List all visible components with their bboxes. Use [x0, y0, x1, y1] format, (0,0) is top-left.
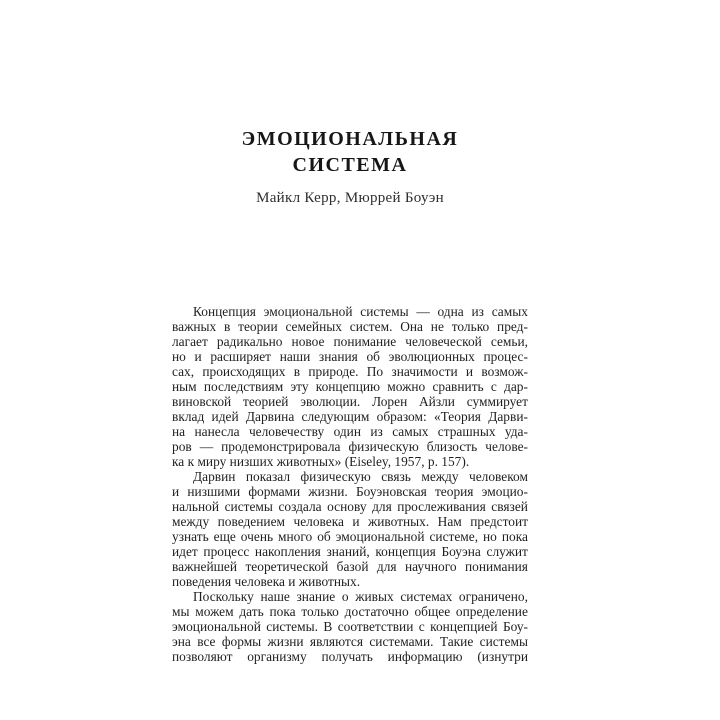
word: человеком — [468, 469, 528, 484]
text-line — [172, 559, 528, 574]
word: можно — [387, 379, 426, 394]
word: дар- — [504, 379, 528, 394]
word: Боуэна — [441, 544, 481, 559]
word: системы. — [266, 619, 318, 634]
word: Она — [400, 319, 423, 334]
word: для — [372, 499, 392, 514]
word: и — [352, 514, 360, 529]
word: об — [366, 349, 380, 364]
word: эволюции. — [300, 394, 361, 409]
word: очень — [240, 529, 274, 544]
word: Дарвин — [193, 469, 236, 484]
word: эмоциональной — [172, 619, 261, 634]
word: виновской — [172, 394, 232, 409]
text-line: ка к миру низших животных» (Eiseley, 1957, p. 157). — [172, 454, 470, 469]
word: семьи, — [490, 334, 528, 349]
word: определение — [455, 604, 528, 619]
word: из — [471, 304, 484, 319]
word: наше — [260, 589, 290, 604]
word: концепцией — [430, 619, 498, 634]
text-line: поведения человека и животных. — [172, 574, 361, 589]
chapter-title — [172, 126, 528, 178]
word: человека — [293, 514, 344, 529]
word: семейных — [285, 319, 342, 334]
word: понимание — [333, 334, 397, 349]
word: продемонстрировала — [221, 439, 341, 454]
word: живых — [355, 589, 394, 604]
word: наши — [279, 349, 311, 364]
text-line — [172, 499, 528, 514]
word: Дарви- — [488, 409, 528, 424]
word: пока — [269, 604, 296, 619]
text-line — [172, 319, 528, 334]
text-line — [172, 304, 528, 319]
word: только — [301, 604, 339, 619]
paragraph — [172, 469, 528, 589]
word: узнать — [172, 529, 209, 544]
word: низшими — [187, 484, 241, 499]
text-line — [172, 589, 528, 604]
word: между — [172, 514, 210, 529]
word: животных. — [368, 514, 430, 529]
word: систем. — [349, 319, 393, 334]
text-line — [172, 394, 528, 409]
word: эту — [290, 379, 309, 394]
word: достаточно — [344, 604, 409, 619]
word: ограничено, — [458, 589, 528, 604]
word: формы — [221, 634, 262, 649]
word: предстоит — [470, 514, 528, 529]
word: ным — [172, 379, 197, 394]
word: человечеству — [248, 424, 325, 439]
word: только — [451, 319, 490, 334]
word: жизни — [267, 634, 304, 649]
word: — — [416, 304, 430, 319]
word: накопления — [254, 544, 321, 559]
text-line — [172, 514, 528, 529]
text-line — [172, 349, 528, 364]
word: в — [293, 364, 301, 379]
word: системы — [360, 304, 409, 319]
word: системы — [224, 499, 273, 514]
word: сравнить — [432, 379, 484, 394]
word: эволюционных — [388, 349, 475, 364]
word: следующим — [301, 409, 370, 424]
word: эмоциональной — [263, 304, 353, 319]
word: основу — [327, 499, 367, 514]
word: Концепция — [193, 304, 256, 319]
word: самых — [392, 424, 429, 439]
word: радикально — [216, 334, 283, 349]
word: уда- — [504, 424, 528, 439]
word: системах — [400, 589, 453, 604]
authors-line: Майкл Керр, Мюррей Боуэн — [256, 190, 444, 206]
word: «Теория — [433, 409, 481, 424]
word: челове- — [485, 439, 528, 454]
word: Дарвина — [245, 409, 295, 424]
text-line — [172, 484, 528, 499]
text-line — [172, 439, 528, 454]
word: эна — [172, 634, 191, 649]
word: вклад — [172, 409, 205, 424]
word: эмоцио- — [481, 484, 528, 499]
word: образом: — [376, 409, 427, 424]
word: мы — [172, 604, 190, 619]
word: знаний, — [326, 544, 370, 559]
word: самых — [491, 304, 528, 319]
body-text — [172, 304, 528, 664]
word: теоретической — [245, 559, 329, 574]
word: базой — [336, 559, 369, 574]
word: происходящих — [202, 364, 286, 379]
text-line — [172, 529, 528, 544]
word: один — [333, 424, 362, 439]
word: получать — [321, 649, 373, 664]
word: эмоциональной — [335, 529, 425, 544]
word: возмож- — [481, 364, 528, 379]
word: сах, — [172, 364, 195, 379]
word: важных — [172, 319, 217, 334]
word: но — [483, 529, 497, 544]
word: и — [194, 349, 202, 364]
word: системе, — [429, 529, 479, 544]
word: человеческой — [405, 334, 482, 349]
text-line — [172, 649, 528, 664]
text-line — [172, 544, 528, 559]
text-line — [172, 364, 528, 379]
paragraph — [172, 589, 528, 664]
word: Такие — [439, 634, 474, 649]
text-line — [172, 379, 528, 394]
word: для — [376, 559, 397, 574]
word: значимости — [391, 364, 458, 379]
word: показал — [245, 469, 291, 484]
word: системы — [479, 634, 528, 649]
word: расширяет — [210, 349, 272, 364]
word: связь — [381, 469, 411, 484]
word: и — [172, 484, 180, 499]
text-line — [172, 424, 528, 439]
word: информацию — [387, 649, 463, 664]
word: из — [370, 424, 383, 439]
word: новое — [291, 334, 325, 349]
word: одна — [437, 304, 464, 319]
word: Поскольку — [193, 589, 254, 604]
word: не — [430, 319, 444, 334]
word: связей — [491, 499, 528, 514]
text-line — [172, 409, 528, 424]
word: По — [366, 364, 384, 379]
word: процес- — [483, 349, 528, 364]
word: с — [418, 619, 425, 634]
word: теория — [434, 484, 474, 499]
word: с — [490, 379, 497, 394]
word: (изнутри — [477, 649, 528, 664]
word: природе. — [308, 364, 359, 379]
word: и — [465, 364, 474, 379]
word: понимания — [464, 559, 528, 574]
word: — — [199, 439, 214, 454]
word: на — [172, 424, 186, 439]
word: важнейшей — [172, 559, 238, 574]
word: о — [341, 589, 349, 604]
word: между — [421, 469, 459, 484]
paragraph — [172, 304, 528, 469]
word: концепция — [375, 544, 436, 559]
word: дать — [239, 604, 264, 619]
word: пока — [501, 529, 528, 544]
text-line — [172, 469, 528, 484]
word: жизни. — [308, 484, 348, 499]
word: Боуэновская — [355, 484, 427, 499]
word: суммирует — [466, 394, 528, 409]
word: нальной — [172, 499, 220, 514]
word: знания — [318, 349, 358, 364]
word: Боу- — [502, 619, 528, 634]
word: позволяют — [172, 649, 233, 664]
word: Айзли — [418, 394, 455, 409]
word: страшных — [437, 424, 496, 439]
word: знание — [296, 589, 336, 604]
text-line — [172, 334, 528, 349]
word: нанесла — [194, 424, 240, 439]
word: об — [317, 529, 331, 544]
text-line — [172, 604, 528, 619]
word: ров — [172, 439, 192, 454]
word: физическую — [348, 439, 419, 454]
text-line — [172, 619, 528, 634]
word: все — [197, 634, 216, 649]
word: физическую — [300, 469, 371, 484]
word: системами. — [369, 634, 434, 649]
word: последствиям — [203, 379, 284, 394]
word: являются — [309, 634, 364, 649]
word: Лорен — [371, 394, 408, 409]
word: научного — [404, 559, 457, 574]
word: много — [278, 529, 313, 544]
word: формами — [248, 484, 301, 499]
word: идей — [211, 409, 239, 424]
word: пред- — [497, 319, 528, 334]
word: организму — [247, 649, 307, 664]
word: концепцию — [315, 379, 381, 394]
word: прослеживания — [397, 499, 486, 514]
word: процесс — [203, 544, 250, 559]
word: В — [323, 619, 333, 634]
word: идет — [172, 544, 198, 559]
word: еще — [213, 529, 236, 544]
word: близость — [426, 439, 478, 454]
word: общее — [414, 604, 451, 619]
word: служит — [486, 544, 528, 559]
word: лагает — [172, 334, 208, 349]
word: теории — [238, 319, 278, 334]
chapter-title-line-2: СИСТЕМА — [292, 154, 408, 176]
text-line — [172, 634, 528, 649]
word: создала — [278, 499, 322, 514]
word: в — [224, 319, 231, 334]
chapter-title-line-1: ЭМОЦИОНАЛЬНАЯ — [241, 128, 459, 150]
word: теорией — [242, 394, 289, 409]
word: но — [172, 349, 186, 364]
word: поведением — [217, 514, 286, 529]
word: соответствии — [337, 619, 414, 634]
word: можем — [195, 604, 234, 619]
word: Нам — [437, 514, 462, 529]
